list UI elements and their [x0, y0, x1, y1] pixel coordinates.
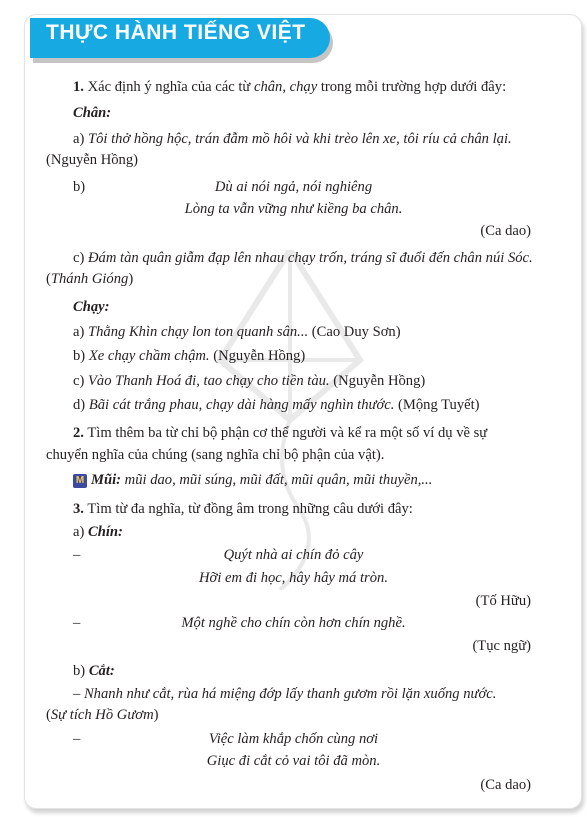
chan-b-source: (Ca dao) [480, 223, 531, 239]
chay-heading: Chạy: [73, 299, 110, 315]
chay-item [73, 371, 425, 391]
q2-example-text: mũi dao, mũi súng, mũi đất, mũi quân, mũi thuyền,... [121, 472, 433, 488]
chay-item-label: d) [73, 397, 89, 413]
chan-heading: Chân: [73, 105, 112, 121]
q3-b-poem-line1: Việc làm khắp chốn cùng nơi [208, 731, 379, 747]
chan-b-line1: Dù ai nói ngả, nói nghiêng [214, 179, 373, 195]
chay-item-label: a) [73, 324, 88, 340]
chay-item-text: Vào Thanh Hoá đi, tao chạy cho tiền tàu. [88, 373, 330, 389]
chay-item [73, 395, 480, 415]
q3-a-word: Chín: [88, 524, 123, 540]
q2-line1 [73, 423, 487, 443]
q3-a-proverb: Một nghề cho chín còn hơn chín nghề. [181, 615, 406, 631]
q3-a-poem-source: (Tố Hữu) [475, 593, 531, 609]
dash: – [73, 615, 81, 631]
chay-item-source: (Cao Duy Sơn) [308, 324, 401, 340]
chay-item-text: Thằng Khìn chạy lon ton quanh sân... [88, 324, 309, 340]
chay-item-label: b) [73, 348, 89, 364]
q2-example-label: Mũi: [91, 472, 122, 488]
chan-a-text: Tôi thở hồng hộc, trán đẫm mồ hôi và khi trèo lên xe, tôi ríu cả chân lại. [88, 131, 512, 147]
q3-b-prose-source-title: Sự tích Hồ Gươm [50, 707, 154, 723]
q3-a-heading [73, 522, 123, 542]
chan-c-label: c) [73, 250, 88, 266]
q3-a-label: a) [73, 524, 88, 540]
chan-a-source: (Nguyễn Hồng) [46, 152, 139, 168]
q3-a-proverb-source: (Tục ngữ) [472, 638, 531, 654]
q3-a-poem-line2: Hỡi em đi học, hây hây má tròn. [199, 570, 388, 586]
chan-a-label: a) [73, 131, 88, 147]
chan-c-text: Đám tàn quân giẫm đạp lên nhau chạy trốn, tráng sĩ đuổi đến chân núi Sóc. [88, 250, 533, 266]
chan-item-a [73, 129, 512, 149]
chay-item-text: Xe chạy chầm chậm. [88, 348, 210, 364]
q3-b-poem-source: (Ca dao) [480, 777, 531, 793]
paren-close: ) [128, 271, 134, 287]
chay-item-label: c) [73, 373, 88, 389]
q3-b-prose-source [46, 705, 159, 725]
paren-open: ( [46, 707, 51, 723]
q1-prompt [73, 77, 506, 97]
paren-close: ) [153, 707, 159, 723]
chay-item-source: (Nguyễn Hồng) [209, 348, 306, 364]
kite-watermark [210, 250, 370, 590]
q3-number: 3. [73, 501, 84, 517]
chan-b-line2: Lòng ta vẫn vững như kiềng ba chân. [184, 201, 403, 217]
q2-number: 2. [73, 425, 84, 441]
chay-item-text: Bãi cát trắng phau, chạy dài hàng mấy nghìn thước. [88, 397, 395, 413]
q3-b-label: b) [73, 663, 89, 679]
q3-prompt [73, 499, 413, 519]
chan-c-source-title: Thánh Gióng [50, 271, 129, 287]
q3-b-word: Cắt: [88, 663, 115, 679]
q3-prompt-text: Tìm từ đa nghĩa, từ đồng âm trong những câu dưới đây: [87, 501, 413, 517]
q3-a-poem-line1: Quýt nhà ai chín đỏ cây [223, 547, 364, 563]
q1-prompt-text: Xác định ý nghĩa của các từ [87, 79, 254, 95]
q1-number: 1. [73, 79, 84, 95]
q2-example [73, 470, 432, 490]
q3-b-heading [73, 661, 115, 681]
example-badge-icon: M [73, 474, 87, 488]
q2-text: Tìm thêm ba từ chỉ bộ phận cơ thể người và kể ra một số ví dụ về sự [87, 425, 488, 441]
dash: – [73, 731, 81, 747]
dash: – [73, 547, 81, 563]
q1-prompt-text-end: trong mỗi trường hợp dưới đây: [317, 79, 507, 95]
q3-b-prose: – Nhanh như cắt, rùa há miệng đớp lấy thanh gươm rồi lặn xuống nước. [73, 686, 497, 702]
chan-item-c [73, 248, 533, 268]
chan-c-source [46, 269, 133, 289]
chay-item [73, 346, 305, 366]
paren-open: ( [46, 271, 51, 287]
q3-b-poem-line2: Giục đi cắt cỏ vai tôi đã mòn. [206, 753, 381, 769]
chay-item-source: (Nguyễn Hồng) [329, 373, 426, 389]
chay-item-source: (Mộng Tuyết) [394, 397, 480, 413]
chan-b-label: b) [73, 179, 86, 195]
q1-prompt-words: chân, chạy [253, 79, 318, 95]
q2-line2: chuyển nghĩa của chúng (sang nghĩa chỉ bộ phận của vật). [46, 447, 385, 463]
section-title: THỰC HÀNH TIẾNG VIỆT [46, 21, 306, 44]
chay-item [73, 322, 401, 342]
